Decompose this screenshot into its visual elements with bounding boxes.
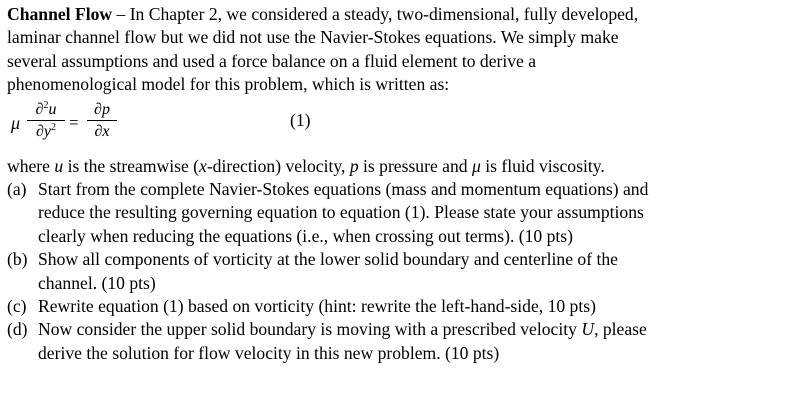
list-marker-c: (c) (7, 296, 27, 317)
list-marker-b: (b) (7, 249, 28, 270)
item-d-line-2: derive the solution for flow velocity in this new problem. (10 pts) (38, 342, 500, 363)
intro-line-2: laminar channel flow but we did not use the Navier-Stokes equations. We simply make (7, 27, 619, 48)
intro-text-1: – In Chapter 2, we considered a steady, two-dimensional, fully developed, (112, 4, 639, 24)
equation-mu: μ (11, 112, 21, 133)
item-d-text-1: Now consider the upper solid boundary is moving with a prescribed velocity (38, 319, 582, 340)
where-var-mu: μ (471, 155, 481, 176)
intro-line-4: phenomenological model for this problem, which is written as: (7, 74, 450, 95)
problem-statement (7, 3, 787, 365)
intro-line-1 (7, 3, 787, 26)
where-text-3: -direction) velocity, (206, 155, 350, 176)
item-b-line-1: Show all components of vorticity at the lower solid boundary and centerline of the (38, 249, 618, 270)
lhs-partial: ∂ (35, 100, 44, 118)
item-d-text-2: , please (594, 319, 647, 340)
where-text-2: is the streamwise ( (63, 155, 200, 176)
item-d-line-1 (38, 318, 787, 341)
rhs-fraction-bar (87, 120, 117, 121)
equation-1 (7, 99, 787, 151)
list-marker-a: (a) (7, 179, 27, 200)
lhs-den-dy: ∂y (35, 122, 51, 140)
item-a-line-1: Start from the complete Navier-Stokes equations (mass and momentum equations) and (38, 179, 649, 200)
where-var-x: x (199, 155, 207, 176)
item-a-line-3: clearly when reducing the equations (i.e., when crossing out terms). (10 pts) (38, 225, 573, 246)
item-a-line-2: reduce the resulting governing equation to equation (1). Please state your assumptions (38, 202, 644, 223)
equation-rhs-fraction (87, 101, 117, 141)
lhs-denominator (27, 123, 65, 141)
intro-line-3: several assumptions and used a force balance on a fluid element to derive a (7, 50, 537, 71)
problem-title: Channel Flow (7, 4, 113, 24)
list-marker-d: (d) (7, 319, 28, 340)
list-item-c (7, 295, 787, 318)
equation-number: (1) (290, 109, 311, 130)
lhs-num-exponent: 2 (43, 99, 49, 111)
where-text-1: where (7, 155, 55, 176)
lhs-fraction-bar (27, 120, 65, 121)
equation-lhs-fraction (27, 101, 65, 141)
where-var-u: u (54, 155, 64, 176)
lhs-den-exponent: 2 (51, 121, 56, 133)
rhs-denominator: ∂x (94, 122, 110, 140)
where-text-4: is pressure and (358, 155, 472, 176)
list-item-a (7, 178, 787, 248)
list-item-b (7, 248, 787, 295)
item-d-var-U: U (581, 319, 595, 340)
rhs-numerator: ∂p (94, 100, 110, 118)
where-line (7, 155, 787, 178)
item-b-line-2: channel. (10 pts) (38, 272, 156, 293)
where-text-5: is fluid viscosity. (480, 155, 605, 176)
where-var-p: p (349, 155, 359, 176)
item-c-line-1: Rewrite equation (1) based on vorticity (hint: rewrite the left-hand-side, 10 pts) (38, 296, 596, 317)
equation-equals: = (69, 112, 79, 132)
lhs-numerator (27, 101, 65, 119)
lhs-var-u: u (48, 100, 57, 118)
list-item-d (7, 318, 787, 365)
